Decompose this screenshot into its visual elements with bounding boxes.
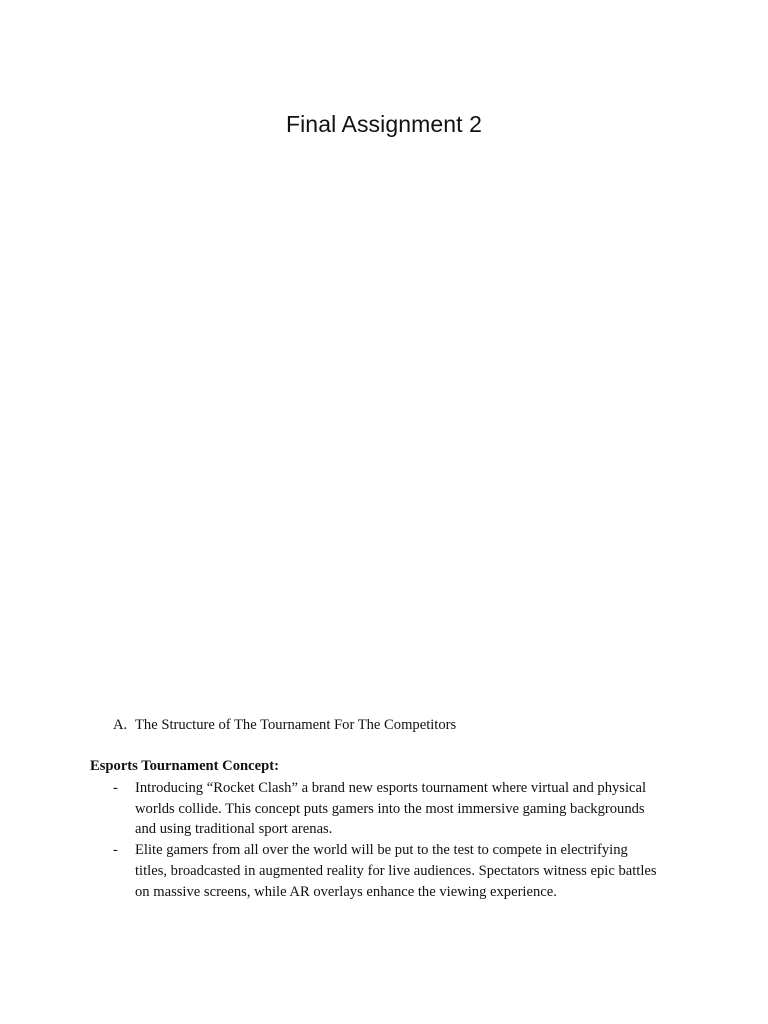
bullet-item (113, 778, 683, 840)
concept-heading: Esports Tournament Concept: (90, 758, 279, 774)
section-marker: A. (113, 717, 128, 733)
document-title: Final Assignment 2 (285, 111, 483, 137)
concept-bullet-list (113, 778, 683, 902)
bullet-line: and using traditional sport arenas. (135, 821, 333, 838)
bullet-line: titles, broadcasted in augmented reality for live audiences. Spectators witness epic battles (135, 862, 657, 879)
bullet-line: Introducing “Rocket Clash” a brand new esports tournament where virtual and physical (135, 780, 647, 796)
bullet-dash: - (113, 842, 118, 859)
bullet-dash: - (113, 780, 118, 796)
bullet-line: worlds collide. This concept puts gamers into the most immersive gaming backgrounds (135, 800, 645, 817)
bullet-item (113, 840, 683, 902)
bullet-line: on massive screens, while AR overlays enhance the viewing experience. (135, 883, 557, 900)
bullet-line: Elite gamers from all over the world will be put to the test to compete in electrifying (135, 842, 628, 859)
section-heading-text: The Structure of The Tournament For The Competitors (135, 717, 457, 733)
section-heading (113, 717, 456, 734)
